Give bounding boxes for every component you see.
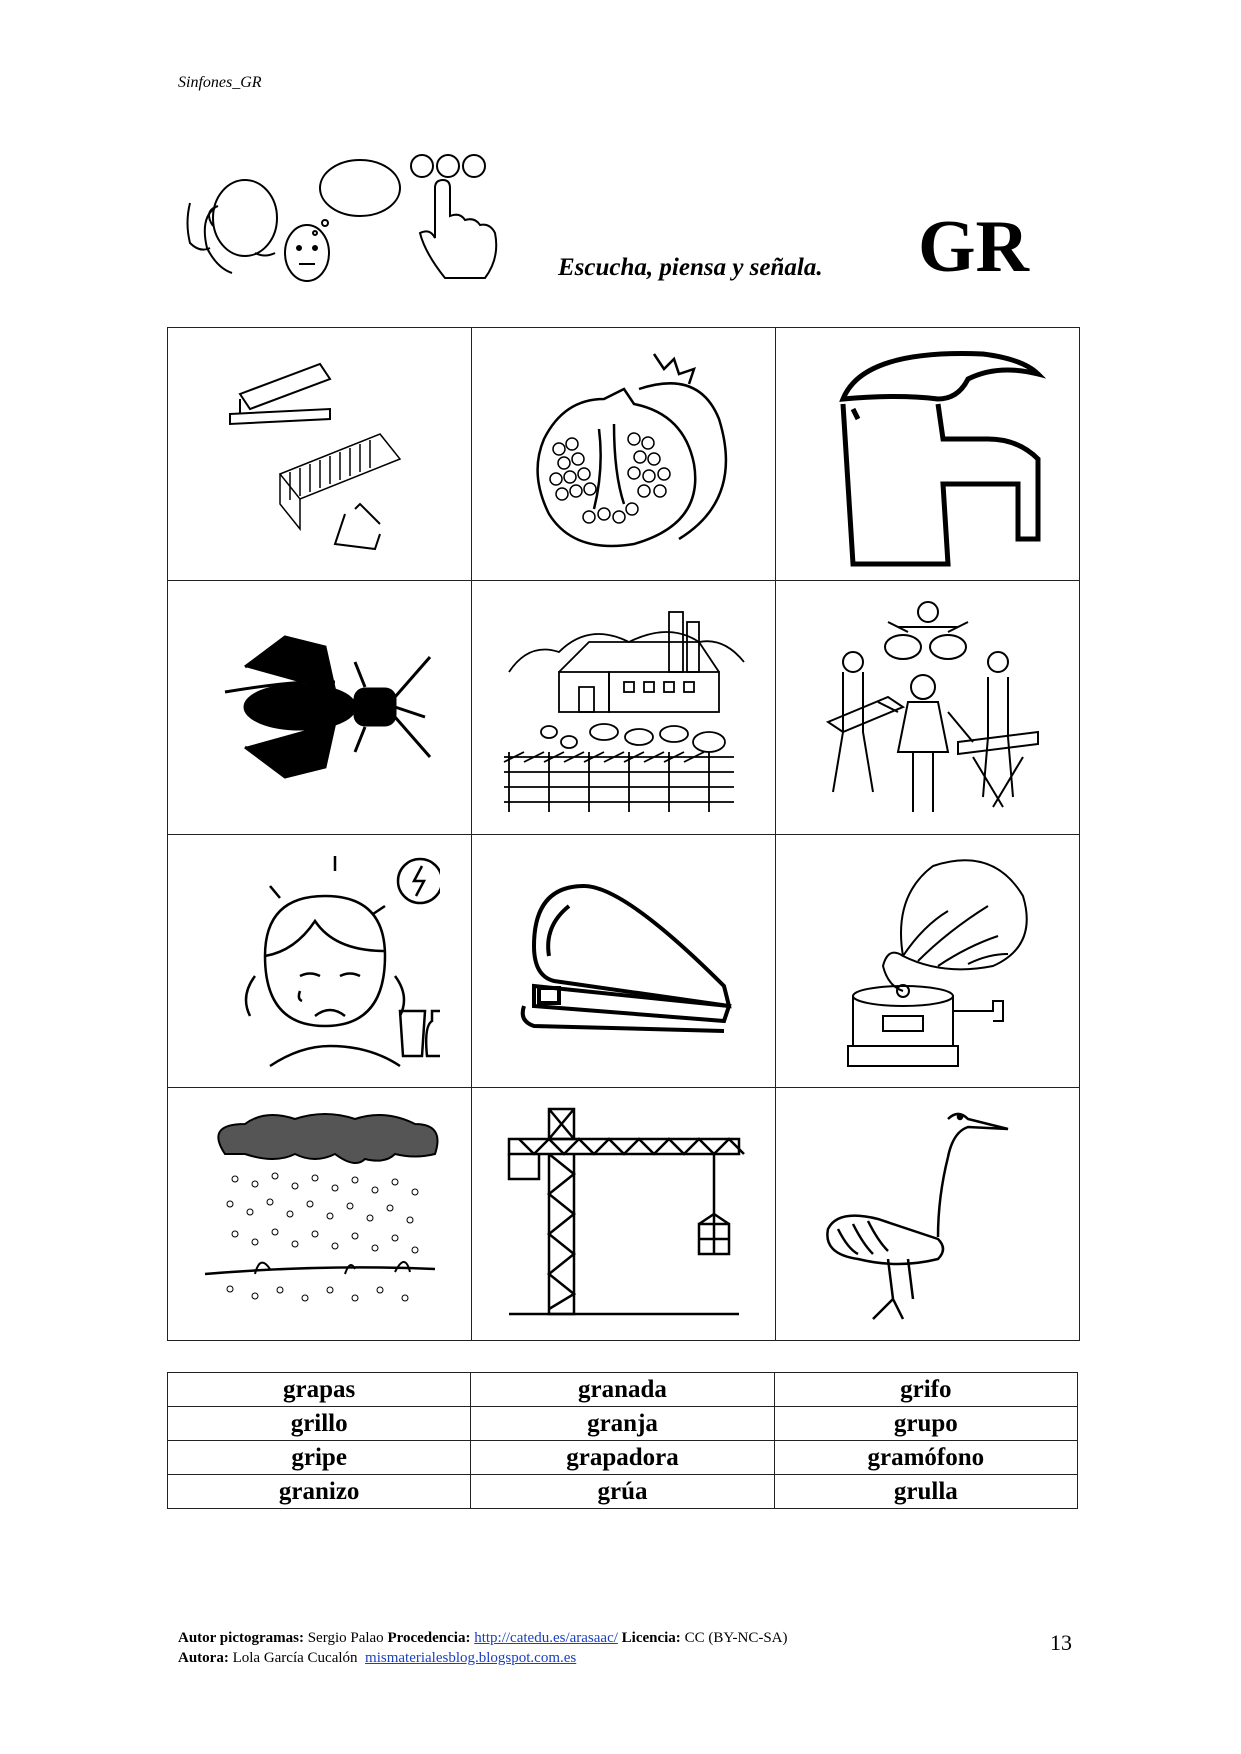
picture-cell[interactable] [168,834,472,1087]
pomegranate-icon [504,339,744,569]
word-row [168,1441,1078,1475]
syllable-heading: GR [918,206,1029,288]
source-label: Procedencia: [387,1630,471,1646]
picture-cell[interactable] [168,581,472,834]
page-number: 13 [1050,1630,1072,1655]
stapler-icon [504,846,744,1076]
ear-listen-icon [188,180,278,273]
word-table [167,1372,1078,1509]
picture-cell[interactable] [472,581,776,834]
word-cell[interactable]: grulla [774,1475,1077,1509]
cricket-icon [205,607,435,807]
word-cell[interactable]: grapadora [471,1441,774,1475]
word-cell[interactable]: grifo [774,1373,1077,1407]
word-row [168,1407,1078,1441]
picture-grid [167,327,1080,1341]
footer-line-2 [178,1648,1078,1668]
picture-cell[interactable] [776,834,1080,1087]
gramophone-icon [808,846,1048,1076]
picture-cell[interactable] [472,834,776,1087]
picture-cell[interactable] [472,328,776,581]
authoress-name: Lola García Cucalón [232,1650,358,1666]
word-row [168,1475,1078,1509]
word-cell[interactable]: grupo [774,1407,1077,1441]
sick-face-icon [200,846,440,1076]
author-name: Sergio Palao [307,1630,384,1646]
word-cell[interactable]: grillo [168,1407,471,1441]
band-icon [808,592,1048,822]
word-cell[interactable]: grúa [471,1475,774,1509]
staples-icon [220,344,420,564]
word-row [168,1373,1078,1407]
word-cell[interactable]: gramófono [774,1441,1077,1475]
authoress-label: Autora: [178,1650,229,1666]
hail-cloud-icon [195,1104,445,1324]
point-finger-icon [411,155,496,278]
license-value: CC (BY-NC-SA) [684,1630,788,1646]
license-label: Licencia: [621,1630,681,1646]
picture-cell[interactable] [168,1087,472,1340]
instruction-text: Escucha, piensa y señala. [558,254,823,281]
picture-cell[interactable] [776,1087,1080,1340]
picture-cell[interactable] [168,328,472,581]
think-bubble-icon [285,160,400,281]
blog-link[interactable]: mismaterialesblog.blogspot.com.es [365,1650,577,1666]
picture-cell[interactable] [776,581,1080,834]
word-cell[interactable]: granizo [168,1475,471,1509]
footer-credits [178,1628,1078,1668]
word-cell[interactable]: granja [471,1407,774,1441]
crane-bird-icon [808,1099,1048,1329]
farm-icon [499,592,749,822]
faucet-icon [808,339,1048,569]
source-link[interactable]: http://catedu.es/arasaac/ [474,1630,618,1646]
footer-line-1 [178,1628,1078,1648]
word-cell[interactable]: gripe [168,1441,471,1475]
picture-cell[interactable] [472,1087,776,1340]
word-cell[interactable]: grapas [168,1373,471,1407]
document-title: Sinfones_GR [178,74,262,91]
word-cell[interactable]: granada [471,1373,774,1407]
author-label: Autor pictogramas: [178,1630,304,1646]
instruction-pictograms [185,148,545,283]
picture-cell[interactable] [776,328,1080,581]
crane-tower-icon [499,1099,749,1329]
